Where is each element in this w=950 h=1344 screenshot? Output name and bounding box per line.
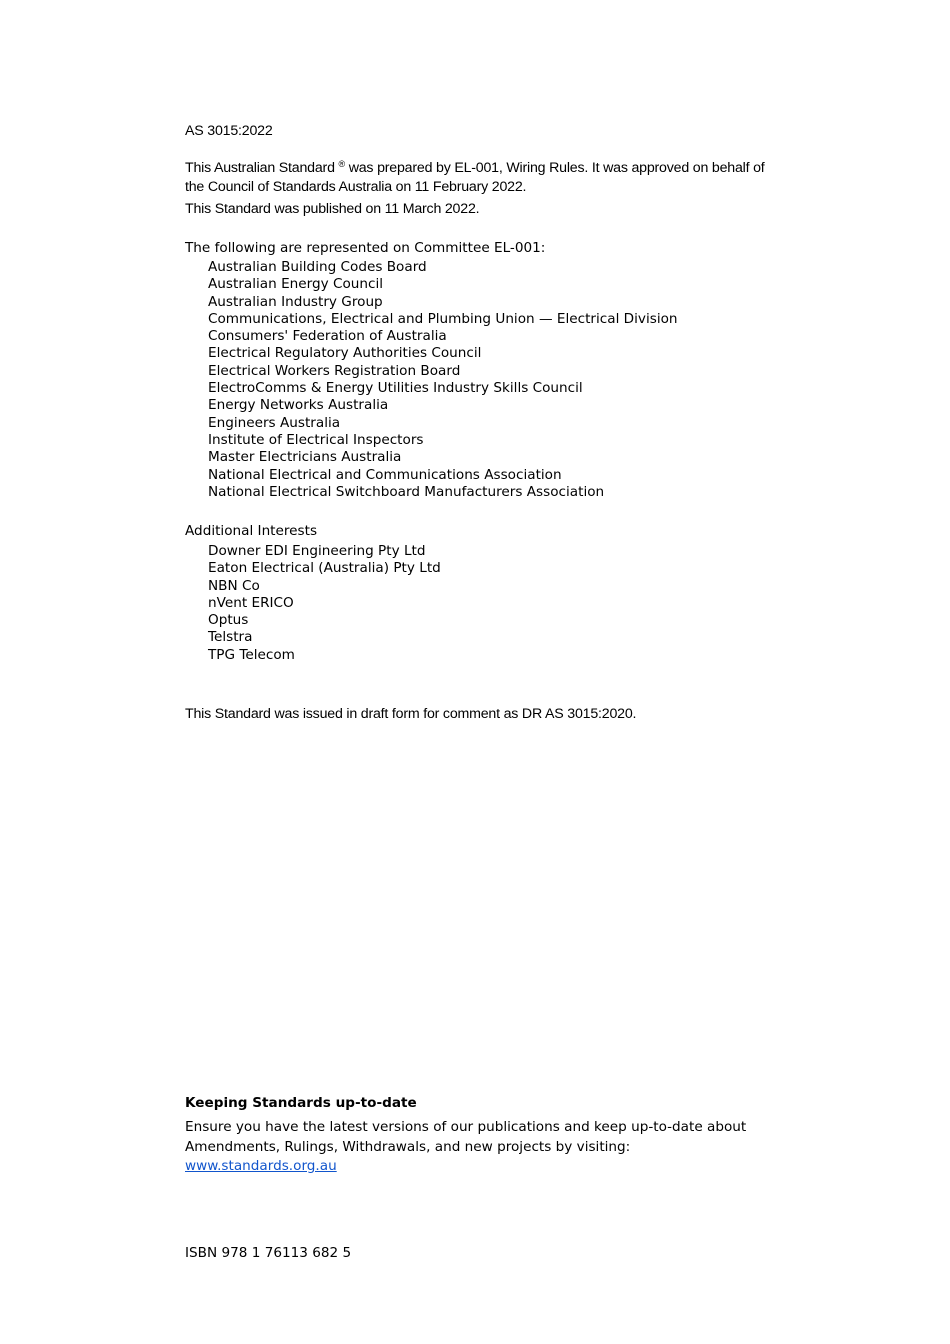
additional-interest-member: nVent ERICO [208, 594, 294, 611]
committee-member: Australian Building Codes Board [208, 259, 427, 275]
draft-note: This Standard was issued in draft form for comment as DR AS 3015:2020. [185, 706, 637, 722]
preparation-text-end: was prepared by EL-001, Wiring Rules. It was approved on behalf of the Council of Standards Australia on 11 February 2022. [185, 160, 765, 195]
additional-interests-heading: Additional Interests [185, 523, 318, 539]
standard-code: AS 3015:2022 [185, 123, 273, 139]
committee-member: Electrical Workers Registration Board [208, 362, 461, 379]
committee-member: Master Electricians Australia [208, 449, 402, 466]
committee-member: National Electrical Switchboard Manufacturers Association [208, 483, 605, 500]
committee-member: Institute of Electrical Inspectors [208, 431, 424, 448]
committee-member: Electrical Regulatory Authorities Council [208, 345, 482, 362]
preparation-text-start: This Australian Standard [185, 160, 339, 176]
registered-mark: ® [338, 159, 345, 169]
committee-member-list [208, 259, 678, 501]
keeping-up-to-date-heading: Keeping Standards up-to-date [185, 1095, 417, 1111]
committee-member: Consumers' Federation of Australia [208, 328, 447, 345]
publication-statement: This Standard was published on 11 March 2022. [185, 201, 480, 217]
standards-website-link[interactable]: www.standards.org.au [185, 1158, 337, 1174]
committee-member: Engineers Australia [208, 414, 341, 431]
preparation-statement [185, 155, 765, 197]
isbn: ISBN 978 1 76113 682 5 [185, 1245, 352, 1261]
additional-interest-member: Eaton Electrical (Australia) Pty Ltd [208, 560, 441, 577]
document-page [185, 0, 785, 1344]
committee-member: ElectroComms & Energy Utilities Industry Skills Council [208, 380, 583, 397]
keeping-up-to-date-text: Ensure you have the latest versions of our publications and keep up-to-date about Amendments, Rulings, Withdrawals, and new projects by visiting: [185, 1119, 747, 1155]
additional-interest-member: NBN Co [208, 577, 260, 594]
additional-interest-member: Telstra [208, 629, 253, 646]
committee-member: Energy Networks Australia [208, 397, 389, 414]
committee-heading: The following are represented on Committee EL-001: [185, 240, 546, 256]
committee-member: Australian Industry Group [208, 293, 383, 310]
keeping-up-to-date-section [185, 1118, 775, 1177]
additional-interests-list [208, 543, 441, 664]
committee-member: Communications, Electrical and Plumbing Union — Electrical Division [208, 310, 678, 327]
additional-interest-member: Downer EDI Engineering Pty Ltd [208, 543, 426, 559]
committee-member: Australian Energy Council [208, 276, 384, 293]
committee-member: National Electrical and Communications Association [208, 466, 562, 483]
additional-interest-member: TPG Telecom [208, 646, 295, 663]
additional-interest-member: Optus [208, 612, 249, 629]
